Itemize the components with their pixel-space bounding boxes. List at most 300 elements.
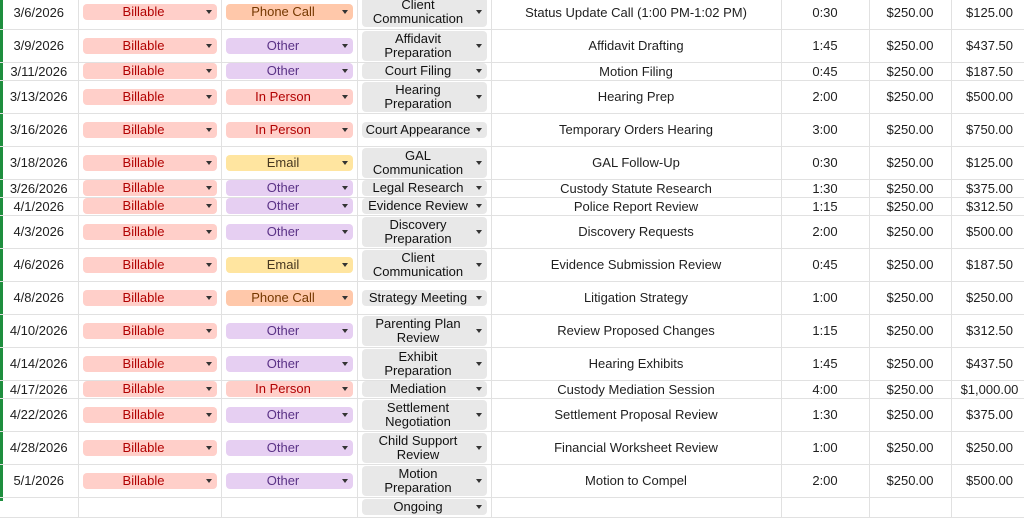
description-cell[interactable] (491, 146, 781, 179)
amount-text: $187.50 (966, 257, 1013, 272)
hours-text: 1:30 (812, 407, 838, 422)
hours-cell[interactable] (781, 215, 869, 248)
dropdown-caret-icon (342, 161, 348, 165)
date-text: 4/28/2026 (9, 440, 68, 455)
task-type-dropdown[interactable] (362, 466, 487, 496)
dropdown-caret-icon (342, 95, 348, 99)
hours-cell[interactable] (781, 0, 869, 29)
hours-cell[interactable] (781, 431, 869, 464)
amount-text: $437.50 (966, 356, 1013, 371)
amount-cell[interactable] (951, 80, 1024, 113)
task-type-dropdown[interactable] (362, 433, 487, 463)
task-type-dropdown[interactable] (362, 198, 487, 214)
billing-cell[interactable] (78, 80, 221, 113)
rate-cell[interactable] (869, 0, 951, 29)
billing-cell[interactable] (78, 248, 221, 281)
table-row (0, 248, 1024, 281)
task-type-dropdown[interactable] (362, 250, 487, 280)
task-type-cell[interactable] (357, 398, 491, 431)
contact-method-label: Other (266, 223, 300, 239)
date-cell[interactable] (0, 146, 78, 179)
date-cell[interactable] (0, 380, 78, 398)
dropdown-caret-icon (342, 204, 348, 208)
billing-status-label: Billable (122, 63, 165, 78)
amount-text: $125.00 (966, 4, 1013, 20)
billing-status-dropdown[interactable] (83, 198, 217, 214)
date-cell[interactable] (0, 62, 78, 80)
task-type-dropdown[interactable] (362, 63, 487, 79)
task-type-cell[interactable] (357, 347, 491, 380)
table-row (0, 431, 1024, 464)
billing-status-dropdown[interactable] (83, 290, 217, 306)
date-cell[interactable] (0, 281, 78, 314)
hours-text: 2:00 (812, 473, 838, 488)
amount-cell[interactable] (951, 347, 1024, 380)
rate-cell[interactable] (869, 215, 951, 248)
rate-cell[interactable] (869, 146, 951, 179)
contact-method-cell[interactable] (221, 398, 357, 431)
amount-text: $1,000.00 (960, 381, 1019, 397)
description-cell[interactable] (491, 398, 781, 431)
billing-cell[interactable] (78, 347, 221, 380)
contact-method-cell[interactable] (221, 29, 357, 62)
billing-cell[interactable] (78, 497, 221, 517)
task-type-dropdown[interactable] (362, 290, 487, 306)
dropdown-caret-icon (206, 44, 212, 48)
rate-cell[interactable] (869, 29, 951, 62)
billing-status-dropdown[interactable] (83, 89, 217, 105)
hours-cell[interactable] (781, 62, 869, 80)
task-type-dropdown[interactable] (362, 0, 487, 27)
dropdown-caret-icon (342, 479, 348, 483)
date-cell[interactable] (0, 80, 78, 113)
dropdown-caret-icon (476, 505, 482, 509)
task-type-cell[interactable] (357, 314, 491, 347)
description-cell[interactable] (491, 380, 781, 398)
hours-text: 1:15 (812, 198, 838, 214)
rate-cell[interactable] (869, 347, 951, 380)
task-type-cell[interactable] (357, 281, 491, 314)
amount-cell[interactable] (951, 281, 1024, 314)
rate-text: $250.00 (886, 63, 934, 79)
task-type-cell[interactable] (357, 215, 491, 248)
contact-method-dropdown[interactable] (226, 63, 353, 79)
description-text: Litigation Strategy (583, 290, 689, 305)
table-row (0, 29, 1024, 62)
hours-cell[interactable] (781, 80, 869, 113)
date-text: 3/13/2026 (9, 89, 68, 104)
billing-status-label: Billable (122, 289, 165, 305)
billing-status-dropdown[interactable] (83, 381, 217, 397)
contact-method-dropdown[interactable] (226, 198, 353, 214)
dropdown-caret-icon (206, 128, 212, 132)
dropdown-caret-icon (476, 128, 482, 132)
contact-method-cell[interactable] (221, 497, 357, 517)
contact-method-dropdown[interactable] (226, 4, 353, 20)
rate-cell[interactable] (869, 80, 951, 113)
task-type-dropdown[interactable] (362, 349, 487, 379)
hours-text: 1:00 (812, 440, 838, 455)
hours-text: 1:15 (812, 323, 838, 338)
billing-cell[interactable] (78, 398, 221, 431)
hours-cell[interactable] (781, 347, 869, 380)
contact-method-label: Phone Call (251, 289, 315, 305)
contact-method-cell[interactable] (221, 179, 357, 197)
date-cell[interactable] (0, 197, 78, 215)
task-type-label: Strategy Meeting (368, 289, 468, 305)
billing-status-label: Billable (122, 381, 165, 396)
task-type-cell[interactable] (357, 380, 491, 398)
amount-cell[interactable] (951, 431, 1024, 464)
description-text: Custody Mediation Session (557, 381, 715, 397)
billing-cell[interactable] (78, 146, 221, 179)
task-type-cell[interactable] (357, 0, 491, 29)
contact-method-cell[interactable] (221, 113, 357, 146)
amount-cell[interactable] (951, 0, 1024, 29)
date-text: 3/11/2026 (10, 63, 68, 79)
amount-cell[interactable] (951, 62, 1024, 80)
billing-status-dropdown[interactable] (83, 180, 217, 196)
date-cell[interactable] (0, 464, 78, 497)
billing-cell[interactable] (78, 62, 221, 80)
dropdown-caret-icon (476, 186, 482, 190)
billing-status-dropdown[interactable] (83, 122, 217, 138)
description-cell[interactable] (491, 248, 781, 281)
rate-text: $250.00 (886, 4, 934, 20)
dropdown-caret-icon (342, 263, 348, 267)
billing-cell[interactable] (78, 380, 221, 398)
rate-cell[interactable] (869, 113, 951, 146)
amount-cell[interactable] (951, 197, 1024, 215)
table-row (0, 347, 1024, 380)
billing-cell[interactable] (78, 281, 221, 314)
date-cell[interactable] (0, 29, 78, 62)
rate-cell[interactable] (869, 398, 951, 431)
billing-status-label: Billable (122, 88, 165, 104)
table-row (0, 0, 1024, 29)
billing-status-dropdown[interactable] (83, 407, 217, 423)
dropdown-caret-icon (206, 204, 212, 208)
billing-cell[interactable] (78, 464, 221, 497)
rate-cell[interactable] (869, 431, 951, 464)
task-type-cell[interactable] (357, 497, 491, 517)
task-type-label: Exhibit Preparation (384, 348, 452, 378)
billing-status-dropdown[interactable] (83, 4, 217, 20)
rate-cell[interactable] (869, 197, 951, 215)
contact-method-cell[interactable] (221, 248, 357, 281)
date-cell[interactable] (0, 314, 78, 347)
billing-status-dropdown[interactable] (83, 155, 217, 171)
task-type-cell[interactable] (357, 80, 491, 113)
amount-text: $312.50 (966, 323, 1013, 338)
task-type-cell[interactable] (357, 113, 491, 146)
billing-status-dropdown[interactable] (83, 440, 217, 456)
task-type-cell[interactable] (357, 179, 491, 197)
hours-cell[interactable] (781, 197, 869, 215)
task-type-label: Ongoing (393, 499, 443, 514)
contact-method-label: Other (266, 322, 300, 338)
task-type-dropdown[interactable] (362, 180, 487, 196)
contact-method-dropdown[interactable] (226, 323, 353, 339)
billing-cell[interactable] (78, 431, 221, 464)
dropdown-caret-icon (206, 387, 212, 391)
date-cell[interactable] (0, 179, 78, 197)
contact-method-cell[interactable] (221, 80, 357, 113)
description-cell[interactable] (491, 29, 781, 62)
billing-cell[interactable] (78, 314, 221, 347)
task-type-dropdown[interactable] (362, 122, 487, 138)
contact-method-cell[interactable] (221, 314, 357, 347)
date-cell[interactable] (0, 398, 78, 431)
task-type-label: Court Filing (384, 63, 452, 78)
date-text: 4/1/2026 (13, 198, 65, 214)
hours-cell[interactable] (781, 497, 869, 517)
description-cell[interactable] (491, 62, 781, 80)
dropdown-caret-icon (476, 296, 482, 300)
rate-cell[interactable] (869, 179, 951, 197)
dropdown-caret-icon (206, 263, 212, 267)
contact-method-dropdown[interactable] (226, 440, 353, 456)
rate-cell[interactable] (869, 281, 951, 314)
contact-method-cell[interactable] (221, 380, 357, 398)
dropdown-caret-icon (476, 362, 482, 366)
billing-status-label: Billable (122, 355, 165, 371)
dropdown-caret-icon (476, 69, 482, 73)
rate-cell[interactable] (869, 380, 951, 398)
task-type-label: Legal Research (372, 180, 464, 195)
contact-method-cell[interactable] (221, 146, 357, 179)
task-type-cell[interactable] (357, 29, 491, 62)
description-cell[interactable] (491, 281, 781, 314)
dropdown-caret-icon (206, 186, 212, 190)
description-cell[interactable] (491, 179, 781, 197)
contact-method-dropdown[interactable] (226, 122, 353, 138)
date-cell[interactable] (0, 248, 78, 281)
billing-status-dropdown[interactable] (83, 224, 217, 240)
billing-status-dropdown[interactable] (83, 38, 217, 54)
contact-method-cell[interactable] (221, 347, 357, 380)
date-cell[interactable] (0, 497, 78, 517)
date-cell[interactable] (0, 431, 78, 464)
amount-cell[interactable] (951, 380, 1024, 398)
task-type-dropdown[interactable] (362, 381, 487, 397)
billing-status-label: Billable (122, 439, 165, 455)
task-type-dropdown[interactable] (362, 316, 487, 346)
table-row (0, 398, 1024, 431)
dropdown-caret-icon (206, 362, 212, 366)
hours-cell[interactable] (781, 248, 869, 281)
contact-method-cell[interactable] (221, 197, 357, 215)
description-cell[interactable] (491, 347, 781, 380)
hours-text: 0:45 (812, 63, 838, 79)
description-cell[interactable] (491, 80, 781, 113)
billing-cell[interactable] (78, 179, 221, 197)
date-text: 3/26/2026 (9, 180, 68, 196)
billing-status-dropdown[interactable] (83, 63, 217, 79)
date-cell[interactable] (0, 347, 78, 380)
date-text: 4/14/2026 (9, 356, 68, 371)
contact-method-dropdown[interactable] (226, 290, 353, 306)
rate-cell[interactable] (869, 497, 951, 517)
amount-cell[interactable] (951, 497, 1024, 517)
date-text: 3/6/2026 (13, 4, 65, 20)
billing-cell[interactable] (78, 215, 221, 248)
contact-method-dropdown[interactable] (226, 356, 353, 372)
contact-method-cell[interactable] (221, 215, 357, 248)
table-row (0, 179, 1024, 197)
contact-method-label: Other (266, 355, 300, 371)
billing-status-label: Billable (122, 154, 165, 170)
amount-cell[interactable] (951, 248, 1024, 281)
contact-method-dropdown[interactable] (226, 38, 353, 54)
rate-cell[interactable] (869, 464, 951, 497)
billing-status-dropdown[interactable] (83, 323, 217, 339)
amount-cell[interactable] (951, 215, 1024, 248)
description-cell[interactable] (491, 431, 781, 464)
table-row (0, 281, 1024, 314)
task-type-label: Court Appearance (365, 121, 471, 137)
dropdown-caret-icon (342, 362, 348, 366)
date-cell[interactable] (0, 215, 78, 248)
contact-method-dropdown[interactable] (226, 224, 353, 240)
rate-text: $250.00 (886, 440, 934, 455)
hours-text: 1:30 (812, 180, 838, 196)
amount-cell[interactable] (951, 179, 1024, 197)
task-type-cell[interactable] (357, 248, 491, 281)
description-cell[interactable] (491, 113, 781, 146)
billing-cell[interactable] (78, 0, 221, 29)
task-type-cell[interactable] (357, 197, 491, 215)
task-type-cell[interactable] (357, 62, 491, 80)
amount-cell[interactable] (951, 398, 1024, 431)
billing-cell[interactable] (78, 113, 221, 146)
rate-text: $250.00 (886, 407, 934, 422)
task-type-dropdown[interactable] (362, 82, 487, 112)
contact-method-cell[interactable] (221, 431, 357, 464)
date-cell[interactable] (0, 0, 78, 29)
amount-cell[interactable] (951, 314, 1024, 347)
date-cell[interactable] (0, 113, 78, 146)
task-type-dropdown[interactable] (362, 217, 487, 247)
dropdown-caret-icon (206, 479, 212, 483)
dropdown-caret-icon (206, 296, 212, 300)
task-type-cell[interactable] (357, 431, 491, 464)
rate-cell[interactable] (869, 248, 951, 281)
hours-cell[interactable] (781, 281, 869, 314)
contact-method-dropdown[interactable] (226, 89, 353, 105)
contact-method-dropdown[interactable] (226, 155, 353, 171)
hours-cell[interactable] (781, 380, 869, 398)
task-type-label: GAL Communication (372, 147, 464, 177)
billing-status-label: Billable (122, 223, 165, 239)
billing-status-label: Billable (122, 198, 165, 213)
dropdown-caret-icon (476, 479, 482, 483)
amount-text: $187.50 (966, 63, 1013, 79)
contact-method-dropdown[interactable] (226, 381, 353, 397)
description-cell[interactable] (491, 197, 781, 215)
rate-text: $250.00 (886, 38, 934, 53)
amount-text: $500.00 (966, 224, 1013, 239)
amount-text: $375.00 (966, 180, 1013, 196)
contact-method-cell[interactable] (221, 464, 357, 497)
hours-cell[interactable] (781, 464, 869, 497)
contact-method-label: Other (266, 439, 300, 455)
contact-method-dropdown[interactable] (226, 257, 353, 273)
contact-method-dropdown[interactable] (226, 407, 353, 423)
task-type-cell[interactable] (357, 146, 491, 179)
contact-method-dropdown[interactable] (226, 180, 353, 196)
task-type-dropdown[interactable] (362, 400, 487, 430)
table-row (0, 197, 1024, 215)
contact-method-label: Other (266, 180, 300, 195)
rate-text: $250.00 (886, 198, 934, 214)
rate-cell[interactable] (869, 314, 951, 347)
task-type-dropdown[interactable] (362, 31, 487, 61)
hours-text: 0:45 (812, 257, 838, 272)
billing-status-label: Billable (122, 121, 165, 137)
billing-status-label: Billable (122, 4, 165, 20)
table-row (0, 314, 1024, 347)
hours-cell[interactable] (781, 29, 869, 62)
hours-cell[interactable] (781, 146, 869, 179)
description-cell[interactable] (491, 215, 781, 248)
billing-status-dropdown[interactable] (83, 473, 217, 489)
amount-cell[interactable] (951, 146, 1024, 179)
contact-method-cell[interactable] (221, 0, 357, 29)
hours-cell[interactable] (781, 179, 869, 197)
billing-status-label: Billable (122, 180, 165, 195)
description-cell[interactable] (491, 0, 781, 29)
date-text: 4/17/2026 (9, 381, 68, 397)
contact-method-cell[interactable] (221, 62, 357, 80)
table-row (0, 62, 1024, 80)
description-text: Review Proposed Changes (557, 323, 715, 338)
rate-cell[interactable] (869, 62, 951, 80)
task-type-dropdown[interactable] (362, 148, 487, 178)
description-text: Temporary Orders Hearing (559, 122, 713, 137)
amount-cell[interactable] (951, 29, 1024, 62)
task-type-cell[interactable] (357, 464, 491, 497)
contact-method-label: In Person (255, 88, 311, 104)
dropdown-caret-icon (206, 10, 212, 14)
description-cell[interactable] (491, 464, 781, 497)
billing-status-dropdown[interactable] (83, 356, 217, 372)
amount-cell[interactable] (951, 113, 1024, 146)
billing-cell[interactable] (78, 197, 221, 215)
dropdown-caret-icon (476, 329, 482, 333)
billing-status-dropdown[interactable] (83, 257, 217, 273)
description-cell[interactable] (491, 497, 781, 517)
task-type-label: Parenting Plan Review (375, 315, 461, 345)
contact-method-cell[interactable] (221, 281, 357, 314)
description-cell[interactable] (491, 314, 781, 347)
billing-cell[interactable] (78, 29, 221, 62)
description-text: Evidence Submission Review (550, 257, 722, 272)
amount-cell[interactable] (951, 464, 1024, 497)
task-type-label: Client Communication (372, 249, 464, 279)
dropdown-caret-icon (206, 446, 212, 450)
dropdown-caret-icon (476, 95, 482, 99)
dropdown-caret-icon (476, 10, 482, 14)
billing-status-label: Billable (122, 322, 165, 338)
dropdown-caret-icon (476, 446, 482, 450)
contact-method-dropdown[interactable] (226, 473, 353, 489)
task-type-dropdown[interactable] (362, 499, 487, 515)
hours-cell[interactable] (781, 398, 869, 431)
hours-cell[interactable] (781, 314, 869, 347)
date-text: 4/10/2026 (9, 323, 68, 338)
hours-cell[interactable] (781, 113, 869, 146)
